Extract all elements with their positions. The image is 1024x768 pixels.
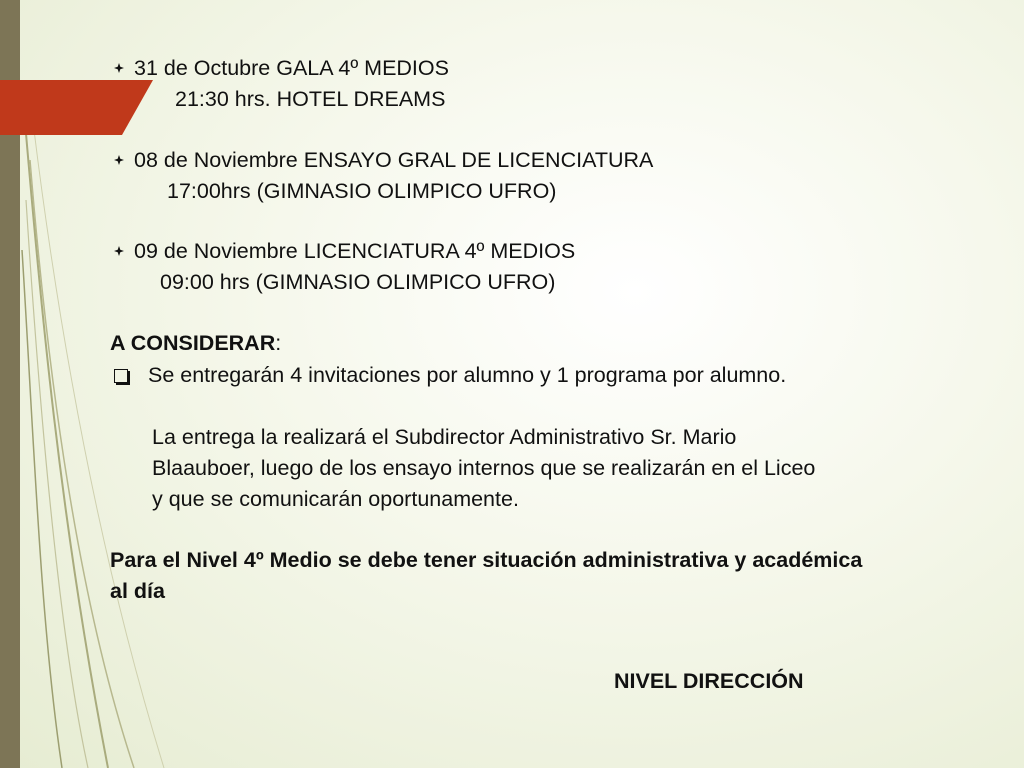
event-2-title: [108, 145, 653, 175]
event-3-title-text: 09 de Noviembre LICENCIATURA 4º MEDIOS: [134, 239, 576, 263]
consider-item: [110, 360, 786, 390]
event-3-detail: 09:00 hrs (GIMNASIO OLIMPICO UFRO): [160, 270, 556, 294]
diamond-bullet-icon: [108, 53, 134, 83]
consider-item-text: Se entregarán 4 invitaciones por alumno y 1 programa por alumno.: [148, 363, 787, 387]
event-1-detail: 21:30 hrs. HOTEL DREAMS: [175, 87, 446, 111]
event-1-title-text: 31 de Octubre GALA 4º MEDIOS: [134, 56, 449, 80]
diamond-bullet-icon: [108, 236, 134, 266]
consider-note-line-3: y que se comunicarán oportunamente.: [152, 487, 519, 511]
diamond-bullet-icon: [108, 145, 134, 175]
consider-heading: [110, 328, 281, 358]
event-2-title-text: 08 de Noviembre ENSAYO GRAL DE LICENCIATURA: [134, 148, 654, 172]
requirement-line-1: Para el Nivel 4º Medio se debe tener situación administrativa y académica: [110, 548, 863, 572]
consider-note-line-1: La entrega la realizará el Subdirector Administrativo Sr. Mario: [152, 425, 737, 449]
event-1-title: [108, 53, 449, 83]
signature: NIVEL DIRECCIÓN: [614, 669, 804, 693]
consider-note-line-2: Blaauboer, luego de los ensayo internos que se realizarán en el Liceo: [152, 456, 816, 480]
checkbox-bullet-icon: [110, 360, 148, 390]
consider-heading-colon: :: [275, 331, 282, 355]
event-3-title: [108, 236, 575, 266]
requirement-line-2: al día: [110, 579, 165, 603]
event-2-detail: 17:00hrs (GIMNASIO OLIMPICO UFRO): [167, 179, 557, 203]
consider-heading-text: A CONSIDERAR: [110, 331, 276, 355]
